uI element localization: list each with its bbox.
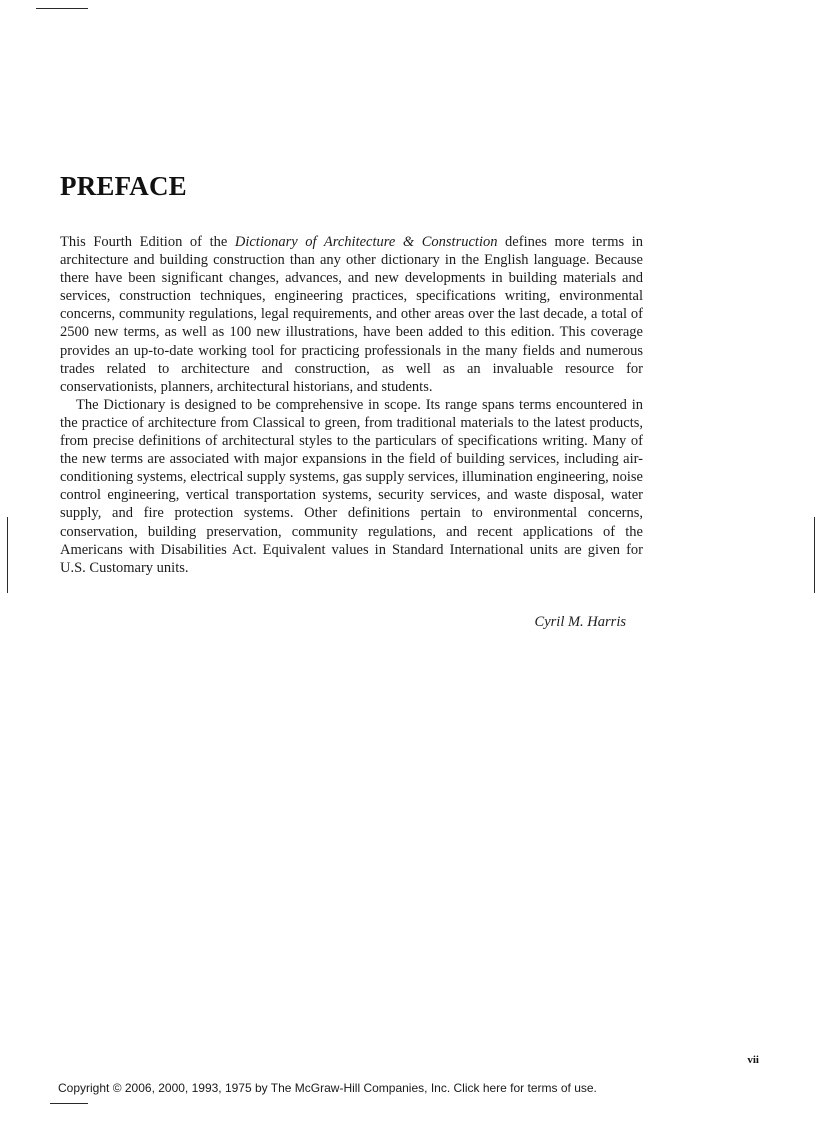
crop-mark-right <box>814 517 815 593</box>
copyright-link[interactable]: Copyright © 2006, 2000, 1993, 1975 by The McGraw-Hill Companies, Inc. Click here for terms of use. <box>58 1081 597 1095</box>
crop-mark-bottom <box>50 1103 88 1104</box>
crop-mark-left <box>7 517 8 593</box>
preface-body <box>60 233 643 577</box>
page-number: vii <box>747 1054 759 1066</box>
page-title: PREFACE <box>60 171 187 201</box>
book-title: Dictionary of Architecture & Construction <box>234 234 498 250</box>
paragraph-1-intro: This Fourth Edition of the <box>60 234 235 250</box>
paragraph-1-rest: defines more terms in architecture and building construction than any other dictionary in the English language. Because there have been significant changes, advances, and new developments in building materials and services, construction techniques, engineering practices, specifications writing, environmental concerns, community regulations, legal requirements, and other areas over the last decade, a total of 2500 new terms, as well as 100 new illustrations, have been added to this edition. This coverage provides an up-to-date working tool for practicing professionals in the many fields and numerous trades related to architecture and construction, as well as an invaluable resource for conservationists, planners, architectural historians, and students. <box>60 234 643 395</box>
crop-mark-top <box>36 8 88 9</box>
author-signature: Cyril M. Harris <box>534 614 626 630</box>
preface-paragraph-1 <box>60 233 643 396</box>
preface-paragraph-2: The Dictionary is designed to be comprehensive in scope. Its range spans terms encountered in the practice of architecture from Classical to green, from traditional materials to the latest products, from precise definitions of architectural styles to the particulars of specifications writing. Many of the new terms are associated with major expansions in the field of building services, including air-conditioning systems, electrical supply systems, gas supply services, illumination engineering, noise control engineering, vertical transportation systems, security services, and waste disposal, water supply, and fire protection systems. Other definitions pertain to environmental concerns, conservation, building preservation, community regulations, and recent applications of the Americans with Disabilities Act. Equivalent values in Standard International units are given for U.S. Customary units. <box>60 396 643 576</box>
